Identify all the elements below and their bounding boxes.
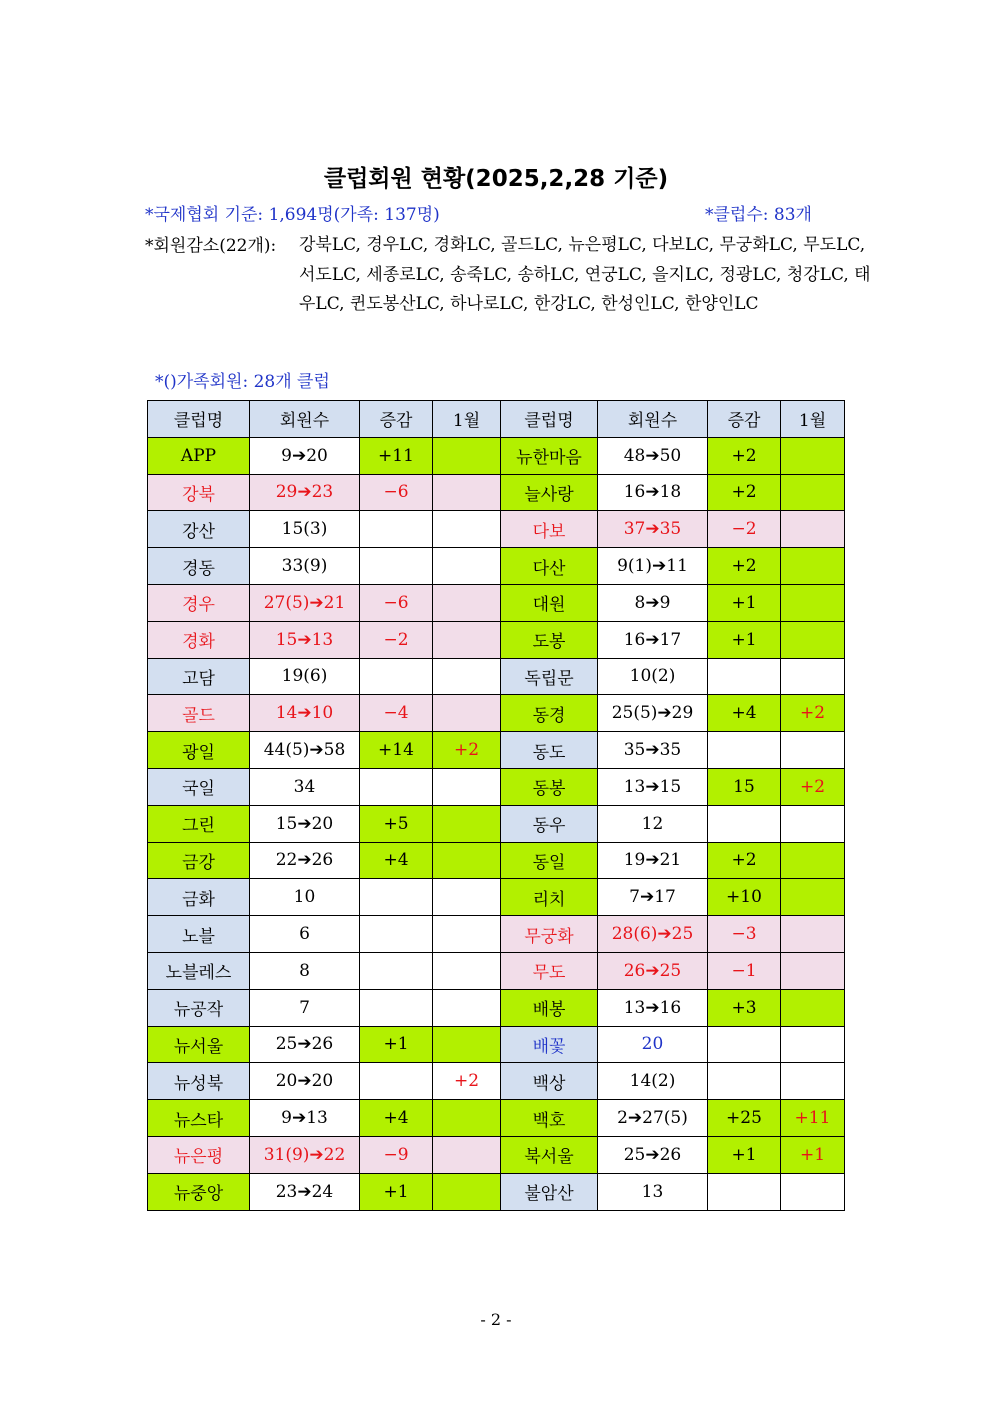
decrease-club-list: 강북LC, 경우LC, 경화LC, 골드LC, 뉴은평LC, 다보LC, 무궁화LC, 무도LC, 서도LC, 세종로LC, 송죽LC, 송하LC, 연궁LC, 을지LC, 정광LC, 청강LC, 태우LC, 퀸도봉산LC, 하나로LC, 한강LC, 한성인LC, 한양인LC (299, 235, 871, 314)
club-name-cell: APP (148, 437, 250, 474)
member-count-cell: 20➔20 (250, 1063, 360, 1100)
member-count-cell: 9➔20 (250, 437, 360, 474)
change-cell: −6 (360, 584, 433, 621)
change-cell: +2 (708, 842, 781, 879)
member-count-cell: 34 (250, 768, 360, 805)
change-cell: −2 (360, 621, 433, 658)
member-count-cell: 10(2) (598, 658, 708, 695)
member-count-cell: 23➔24 (250, 1173, 360, 1210)
member-count-cell: 37➔35 (598, 511, 708, 548)
club-name-cell: 도봉 (501, 621, 598, 658)
club-name-cell: 경화 (148, 621, 250, 658)
january-cell (781, 474, 845, 511)
club-name-cell: 늘사랑 (501, 474, 598, 511)
change-cell: +2 (708, 437, 781, 474)
member-count-cell: 33(9) (250, 548, 360, 585)
january-cell (433, 1136, 501, 1173)
change-cell (360, 916, 433, 953)
member-count-cell: 14(2) (598, 1063, 708, 1100)
january-cell (781, 437, 845, 474)
table-row (148, 842, 845, 879)
table-row (148, 1100, 845, 1137)
table-row (148, 916, 845, 953)
club-name-cell: 다산 (501, 548, 598, 585)
header-member-count: 회원수 (598, 401, 708, 438)
january-cell: +11 (781, 1100, 845, 1137)
member-count-cell: 31(9)➔22 (250, 1136, 360, 1173)
table-header-row (148, 401, 845, 438)
member-count-cell: 15➔13 (250, 621, 360, 658)
january-cell (781, 1063, 845, 1100)
table-row (148, 1026, 845, 1063)
club-count: *클럽수: 83개 (705, 205, 812, 225)
member-count-cell: 25➔26 (250, 1026, 360, 1063)
change-cell (360, 952, 433, 989)
change-cell (360, 768, 433, 805)
table-row (148, 658, 845, 695)
january-cell (433, 768, 501, 805)
club-name-cell: 북서울 (501, 1136, 598, 1173)
club-name-cell: 고담 (148, 658, 250, 695)
january-cell: +1 (781, 1136, 845, 1173)
club-name-cell: 그린 (148, 805, 250, 842)
january-cell (781, 1026, 845, 1063)
change-cell (708, 1063, 781, 1100)
change-cell (708, 1173, 781, 1210)
club-name-cell: 뉴은평 (148, 1136, 250, 1173)
member-count-cell: 48➔50 (598, 437, 708, 474)
header-club-name: 클럽명 (501, 401, 598, 438)
january-cell (781, 1173, 845, 1210)
family-member-note: *()가족회원: 28개 클럽 (155, 372, 330, 392)
change-cell: +2 (708, 474, 781, 511)
club-name-cell: 노블 (148, 916, 250, 953)
january-cell (433, 621, 501, 658)
change-cell (708, 1026, 781, 1063)
january-cell (433, 989, 501, 1026)
change-cell: −1 (708, 952, 781, 989)
january-cell (433, 879, 501, 916)
january-cell (433, 695, 501, 732)
club-name-cell: 경동 (148, 548, 250, 585)
change-cell: +25 (708, 1100, 781, 1137)
january-cell (433, 1026, 501, 1063)
club-name-cell: 강산 (148, 511, 250, 548)
january-cell: +2 (781, 768, 845, 805)
change-cell (360, 658, 433, 695)
january-cell (781, 916, 845, 953)
header-january: 1월 (781, 401, 845, 438)
member-count-cell: 13➔15 (598, 768, 708, 805)
january-cell (781, 584, 845, 621)
table-row (148, 511, 845, 548)
header-january: 1월 (433, 401, 501, 438)
club-name-cell: 동일 (501, 842, 598, 879)
change-cell (708, 805, 781, 842)
change-cell: −3 (708, 916, 781, 953)
january-cell (433, 511, 501, 548)
member-count-cell: 14➔10 (250, 695, 360, 732)
member-count-cell: 27(5)➔21 (250, 584, 360, 621)
change-cell: +1 (708, 584, 781, 621)
header-change: 증감 (708, 401, 781, 438)
change-cell: 15 (708, 768, 781, 805)
club-name-cell: 뉴성북 (148, 1063, 250, 1100)
january-cell (781, 548, 845, 585)
january-cell (781, 658, 845, 695)
change-cell: −6 (360, 474, 433, 511)
member-count-cell: 35➔35 (598, 732, 708, 769)
club-name-cell: 무궁화 (501, 916, 598, 953)
change-cell: +1 (708, 621, 781, 658)
member-count-cell: 7 (250, 989, 360, 1026)
change-cell: +1 (708, 1136, 781, 1173)
table-row (148, 768, 845, 805)
member-count-cell: 8 (250, 952, 360, 989)
page-number: - 2 - (480, 1310, 512, 1329)
club-name-cell: 배봉 (501, 989, 598, 1026)
club-name-cell: 뉴중앙 (148, 1173, 250, 1210)
january-cell (433, 1100, 501, 1137)
january-cell (781, 842, 845, 879)
january-cell (781, 621, 845, 658)
member-count-cell: 8➔9 (598, 584, 708, 621)
member-count-cell: 44(5)➔58 (250, 732, 360, 769)
club-name-cell: 광일 (148, 732, 250, 769)
january-cell (433, 548, 501, 585)
club-name-cell: 경우 (148, 584, 250, 621)
page-title: 클럽회원 현황(2025,2,28 기준) (323, 166, 669, 192)
club-name-cell: 대원 (501, 584, 598, 621)
january-cell (781, 511, 845, 548)
member-count-cell: 7➔17 (598, 879, 708, 916)
club-name-cell: 금화 (148, 879, 250, 916)
january-cell (433, 916, 501, 953)
member-count-cell: 25(5)➔29 (598, 695, 708, 732)
club-name-cell: 뉴공작 (148, 989, 250, 1026)
header-member-count: 회원수 (250, 401, 360, 438)
club-name-cell: 독립문 (501, 658, 598, 695)
table-row (148, 1063, 845, 1100)
member-count-cell: 16➔17 (598, 621, 708, 658)
member-count-cell: 25➔26 (598, 1136, 708, 1173)
table-row (148, 732, 845, 769)
january-cell (781, 989, 845, 1026)
table-row (148, 548, 845, 585)
table-row (148, 1136, 845, 1173)
change-cell: +4 (708, 695, 781, 732)
intl-standard-count: *국제협회 기준: 1,694명(가족: 137명) (145, 205, 440, 225)
club-member-table (147, 400, 845, 1211)
change-cell: +10 (708, 879, 781, 916)
table-row (148, 437, 845, 474)
club-name-cell: 리치 (501, 879, 598, 916)
table-row (148, 474, 845, 511)
change-cell: +14 (360, 732, 433, 769)
table-row (148, 805, 845, 842)
change-cell: +5 (360, 805, 433, 842)
change-cell (360, 511, 433, 548)
change-cell (360, 548, 433, 585)
club-name-cell: 동경 (501, 695, 598, 732)
member-count-cell: 15➔20 (250, 805, 360, 842)
change-cell: +11 (360, 437, 433, 474)
change-cell (708, 658, 781, 695)
change-cell: +1 (360, 1026, 433, 1063)
club-name-cell: 불암산 (501, 1173, 598, 1210)
decrease-label: *회원감소(22개): (145, 236, 277, 256)
january-cell (433, 474, 501, 511)
january-cell: +2 (433, 732, 501, 769)
january-cell: +2 (781, 695, 845, 732)
member-count-cell: 29➔23 (250, 474, 360, 511)
change-cell: +4 (360, 842, 433, 879)
club-name-cell: 동봉 (501, 768, 598, 805)
member-count-cell: 19➔21 (598, 842, 708, 879)
member-count-cell: 6 (250, 916, 360, 953)
table-row (148, 695, 845, 732)
member-count-cell: 9➔13 (250, 1100, 360, 1137)
january-cell (433, 437, 501, 474)
header-club-name: 클럽명 (148, 401, 250, 438)
january-cell (781, 952, 845, 989)
change-cell (708, 732, 781, 769)
change-cell (360, 879, 433, 916)
table-row (148, 621, 845, 658)
member-count-cell: 9(1)➔11 (598, 548, 708, 585)
club-name-cell: 뉴서울 (148, 1026, 250, 1063)
change-cell: +3 (708, 989, 781, 1026)
january-cell (433, 842, 501, 879)
january-cell (433, 584, 501, 621)
table-row (148, 879, 845, 916)
club-name-cell: 국일 (148, 768, 250, 805)
january-cell (781, 732, 845, 769)
change-cell (360, 989, 433, 1026)
club-name-cell: 강북 (148, 474, 250, 511)
club-name-cell: 배꽃 (501, 1026, 598, 1063)
club-name-cell: 노블레스 (148, 952, 250, 989)
club-name-cell: 골드 (148, 695, 250, 732)
member-count-cell: 12 (598, 805, 708, 842)
member-count-cell: 13 (598, 1173, 708, 1210)
member-count-cell: 28(6)➔25 (598, 916, 708, 953)
club-name-cell: 다보 (501, 511, 598, 548)
member-count-cell: 10 (250, 879, 360, 916)
change-cell: −9 (360, 1136, 433, 1173)
member-count-cell: 16➔18 (598, 474, 708, 511)
club-name-cell: 동도 (501, 732, 598, 769)
member-count-cell: 15(3) (250, 511, 360, 548)
club-name-cell: 동우 (501, 805, 598, 842)
change-cell: +2 (708, 548, 781, 585)
change-cell: −2 (708, 511, 781, 548)
change-cell: +4 (360, 1100, 433, 1137)
january-cell (433, 1173, 501, 1210)
january-cell (433, 658, 501, 695)
header-change: 증감 (360, 401, 433, 438)
member-count-cell: 13➔16 (598, 989, 708, 1026)
member-count-cell: 22➔26 (250, 842, 360, 879)
january-cell (781, 805, 845, 842)
table-row (148, 584, 845, 621)
change-cell: −4 (360, 695, 433, 732)
member-count-cell: 20 (598, 1026, 708, 1063)
club-name-cell: 금강 (148, 842, 250, 879)
january-cell: +2 (433, 1063, 501, 1100)
table-row (148, 1173, 845, 1210)
table-row (148, 952, 845, 989)
change-cell: +1 (360, 1173, 433, 1210)
january-cell (781, 879, 845, 916)
club-name-cell: 백호 (501, 1100, 598, 1137)
member-count-cell: 19(6) (250, 658, 360, 695)
change-cell (360, 1063, 433, 1100)
club-name-cell: 백상 (501, 1063, 598, 1100)
club-name-cell: 뉴한마음 (501, 437, 598, 474)
member-count-cell: 26➔25 (598, 952, 708, 989)
table-row (148, 989, 845, 1026)
club-name-cell: 뉴스타 (148, 1100, 250, 1137)
january-cell (433, 805, 501, 842)
member-count-cell: 2➔27(5) (598, 1100, 708, 1137)
club-name-cell: 무도 (501, 952, 598, 989)
january-cell (433, 952, 501, 989)
